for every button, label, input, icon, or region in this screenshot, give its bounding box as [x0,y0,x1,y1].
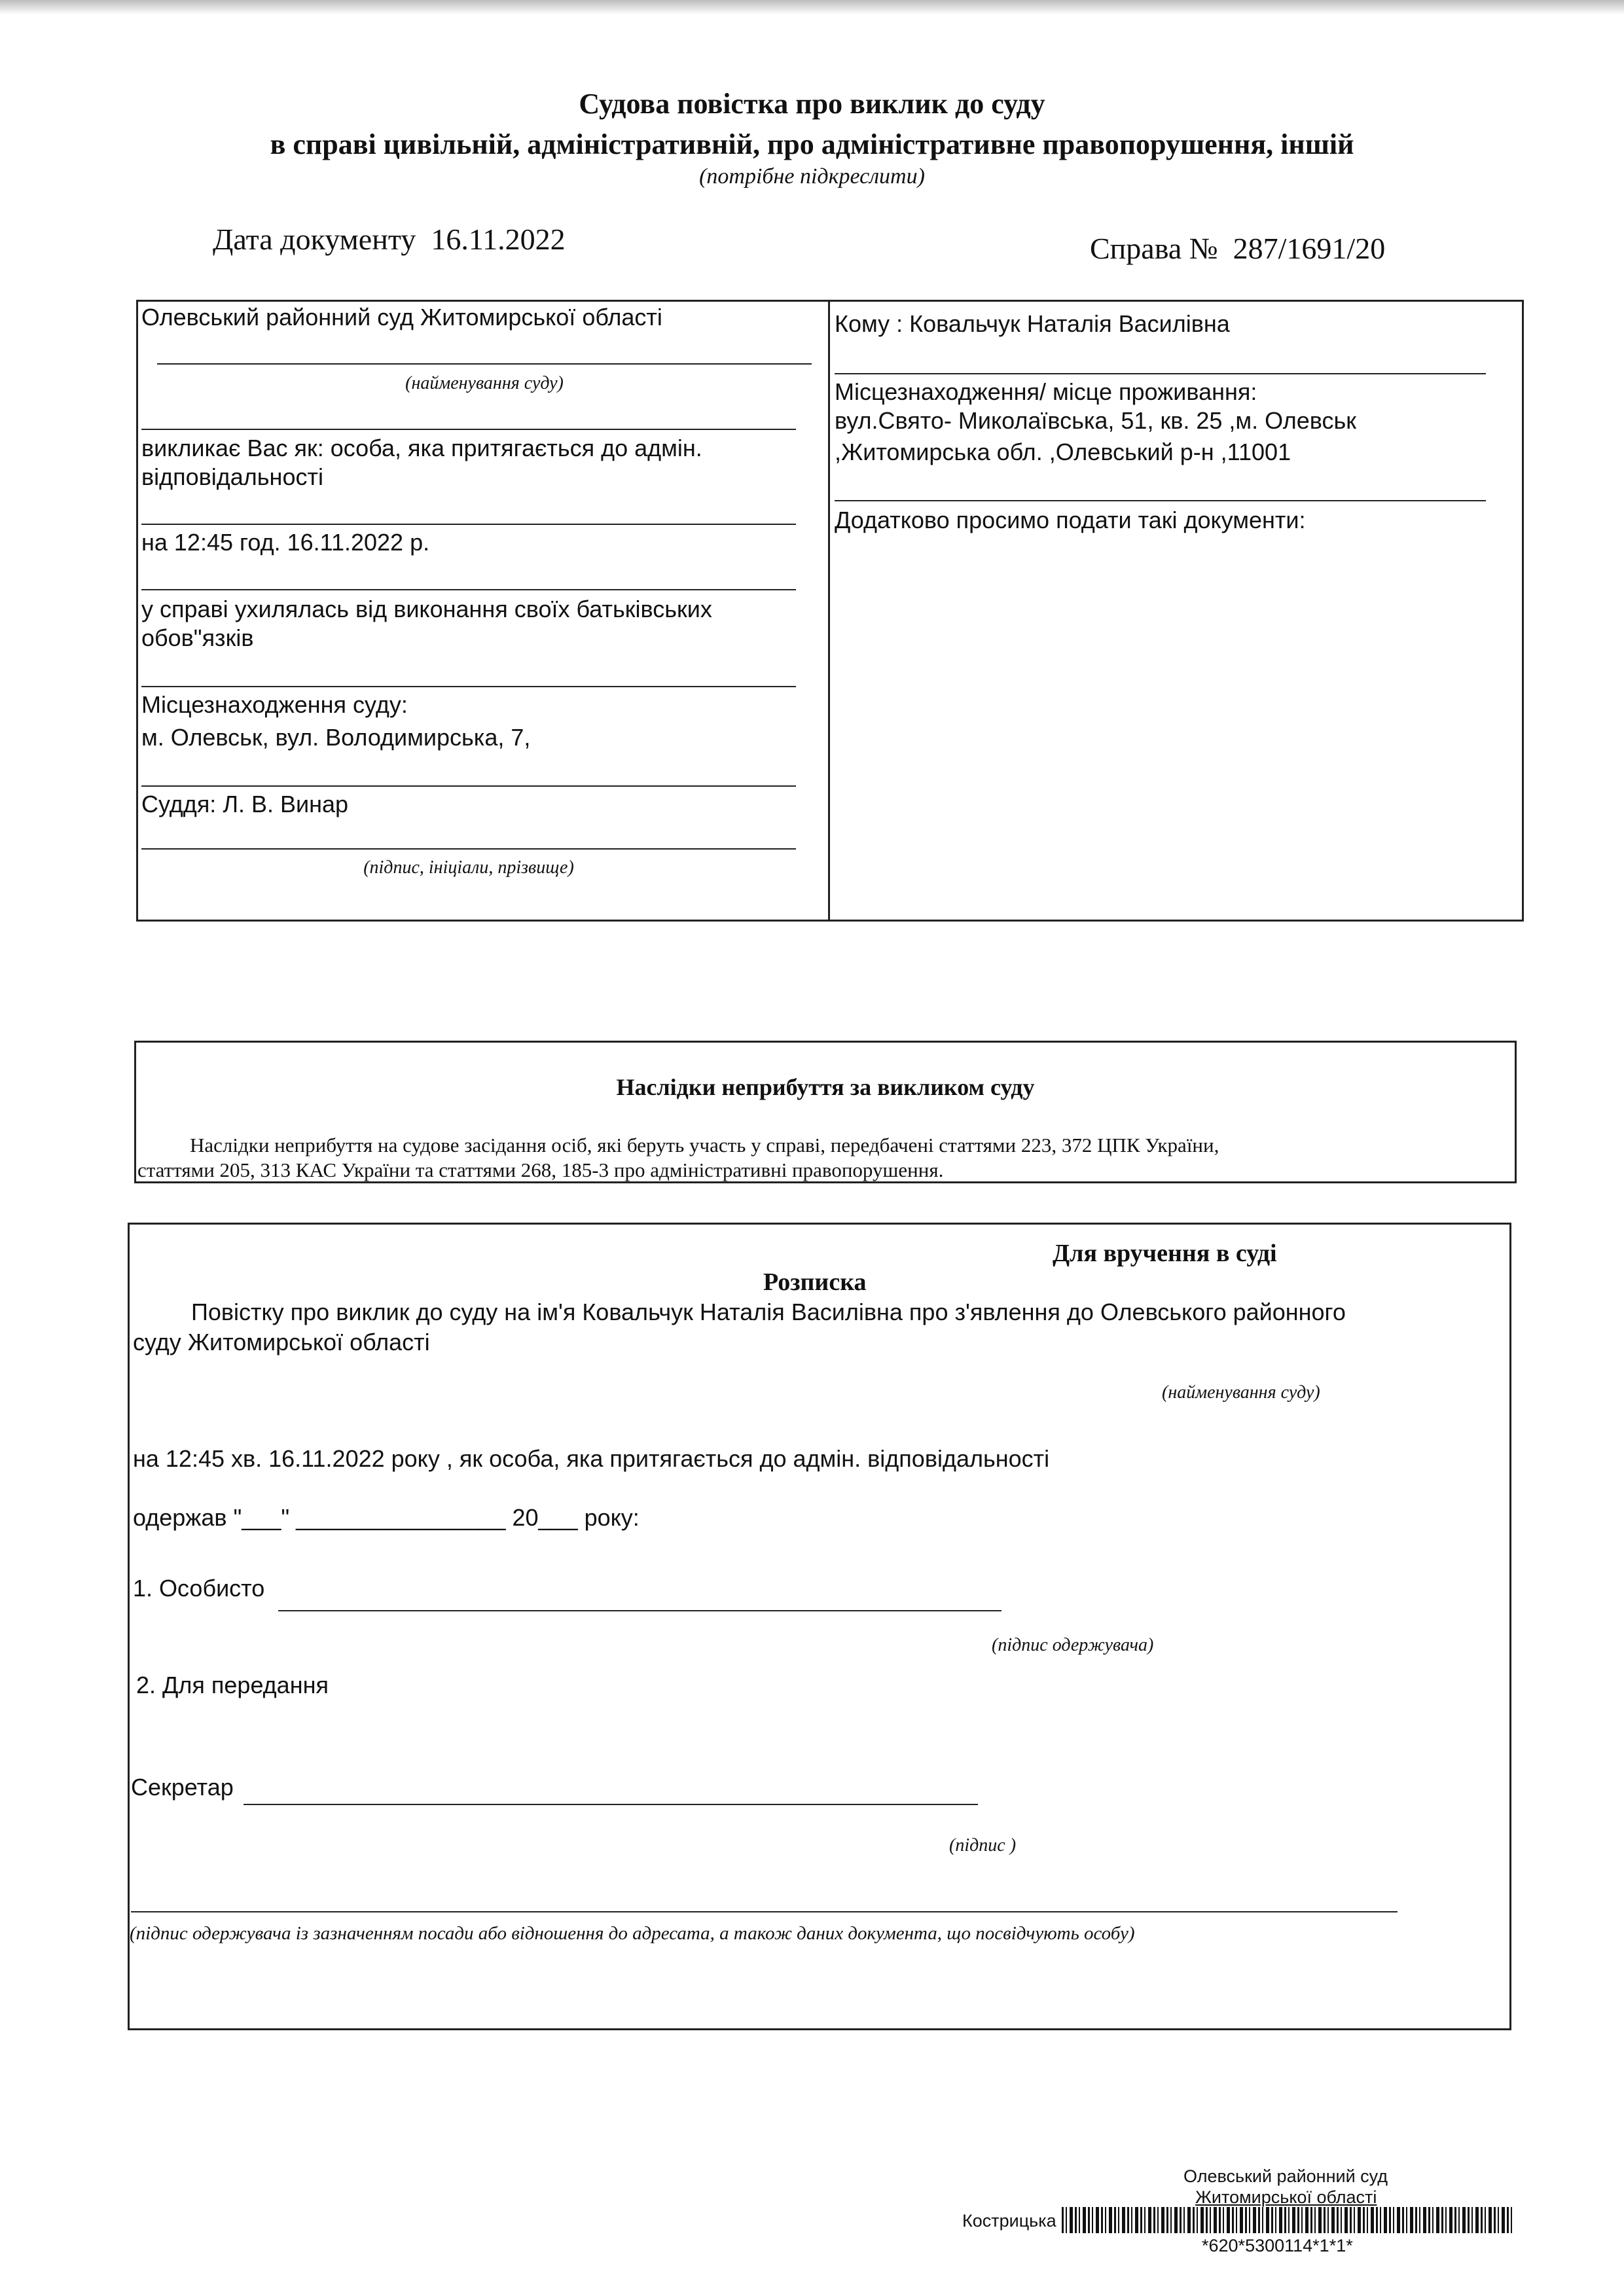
receipt-court-caption: (найменування суду) [1162,1382,1320,1403]
court-name-caption: (найменування суду) [405,373,564,393]
case-number-label: Справа № [1090,232,1218,265]
court-name: Олевський районний суд Житомирської області [141,304,662,331]
clerk-name: Кострицька [962,2211,1056,2231]
recipient-signature-caption: (підпис одержувача) [992,1635,1154,1655]
recipient-line [835,373,1486,374]
scan-edge [0,0,1624,14]
consequences-line2: статтями 205, 313 КАС України та статтями 268, 185-3 про адміністративні правопорушення. [137,1158,944,1181]
judge-line [141,848,796,850]
received-date-line: одержав "___" ________________ 20___ року: [133,1504,640,1531]
personally-label: 1. Особисто [133,1575,265,1602]
recipient-address-line1: вул.Свято- Миколаївська, 51, кв. 25 ,м. Олевськ [835,407,1356,434]
for-court-delivery: Для вручення в суді [1053,1240,1277,1267]
judge-name: Суддя: Л. В. Винар [141,791,349,817]
document-subtitle: в справі цивільній, адміністративній, про адміністративне правопорушення, іншій [270,128,1354,160]
address-line [835,500,1486,501]
barcode [1062,2207,1513,2233]
document-date-label: Дата документу [213,223,416,256]
document-title: Судова повістка про виклик до суду [579,88,1045,120]
receipt-title: Розписка [763,1268,867,1296]
transfer-label: 2. Для передання [136,1672,329,1698]
role-line [141,524,796,525]
case-number-value: 287/1691/20 [1233,232,1386,265]
recipient-address-label: Місцезнаходження/ місце проживання: [835,378,1257,405]
consequences-line1: Наслідки неприбуття на судове засідання осіб, які беруть участь у справі, передбачені статтями 223, 372 ЦПК України, [190,1134,1219,1157]
case-subject-line2: обов"язків [141,624,254,651]
hearing-time: на 12:45 год. 16.11.2022 р. [141,529,430,556]
location-line [141,785,796,787]
recipient-details-caption: (підпис одержувача із зазначенням посади або відношення до адресата, а також даних документа, що посвідчують особу) [130,1923,1135,1944]
recipient-name: Кому : Ковальчук Наталія Василівна [835,310,1230,337]
secretary-signature-line [244,1804,978,1805]
summons-table-divider [828,300,830,922]
footer-court-line2: Житомирської області [1195,2187,1377,2207]
receipt-time-line: на 12:45 хв. 16.11.2022 року , як особа, яка притягається до адмін. відповідальності [133,1445,1050,1472]
court-location-label: Місцезнаходження суду: [141,691,408,718]
document-date [213,221,566,258]
court-name-line [157,363,812,365]
underline-note: (потрібне підкреслити) [699,164,925,188]
court-location: м. Олевськ, вул. Володимирська, 7, [141,724,531,751]
consequences-title: Наслідки неприбуття за викликом суду [616,1074,1035,1100]
recipient-address-line2: ,Житомирська обл. ,Олевський р-н ,11001 [835,439,1291,465]
barcode-text: *620*5300114*1*1* [1202,2236,1353,2255]
case-number [1090,230,1385,267]
secretary-signature-caption: (підпис ) [949,1835,1017,1856]
recipient-details-line [131,1911,1398,1912]
secretary-label: Секретар [131,1774,234,1801]
receipt-text-line1: Повістку про виклик до суду на ім'я Ковальчук Наталія Василівна про з'явлення до Олевського районного [191,1299,1346,1325]
case-line [141,686,796,687]
judge-signature-caption: (підпис, ініціали, прізвище) [363,857,574,878]
footer-court-line1: Олевський районний суд [1183,2166,1388,2186]
case-subject-line1: у справі ухилялась від виконання своїх батьківських [141,596,712,622]
document-date-value: 16.11.2022 [431,223,566,256]
receipt-text-line2: суду Житомирської області [133,1329,430,1355]
personally-signature-line [278,1610,1001,1611]
caption-line [141,429,796,430]
additional-documents: Додатково просимо подати такі документи: [835,507,1306,533]
summons-role-line1: викликає Вас як: особа, яка притягається до адмін. [141,435,702,461]
time-line [141,589,796,590]
summons-role-line2: відповідальності [141,463,323,490]
